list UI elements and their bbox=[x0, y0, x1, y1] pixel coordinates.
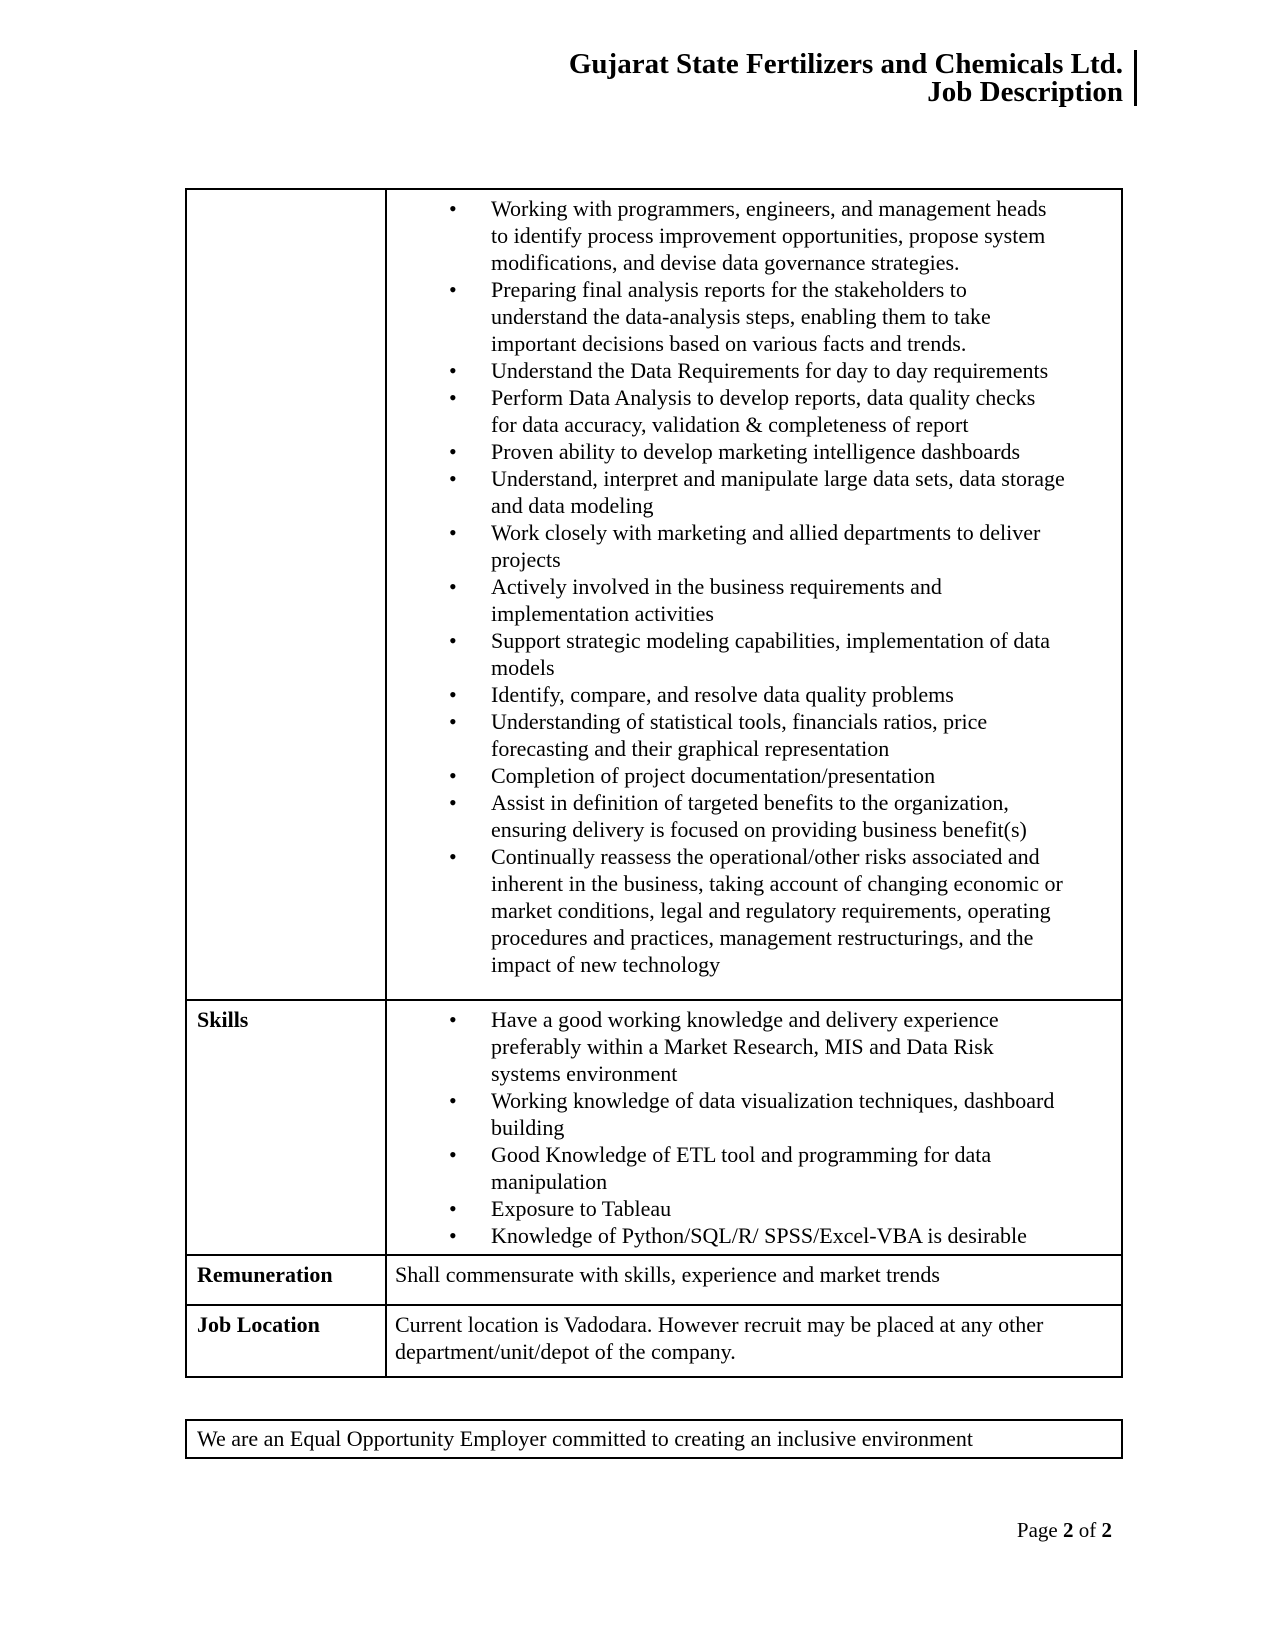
bullet-item: • Preparing final analysis reports for the stakeholders to understand the data-analysis steps, enabling them to take important decisions based on various facts and trends. bbox=[395, 276, 1066, 357]
row-content bbox=[386, 1000, 1122, 1255]
row-label: Skills bbox=[186, 1000, 386, 1255]
bullet-item: • Proven ability to develop marketing intelligence dashboards bbox=[395, 438, 1066, 465]
notice-text: We are an Equal Opportunity Employer committed to creating an inclusive environment bbox=[197, 1426, 973, 1451]
bullet-item: • Understand the Data Requirements for day to day requirements bbox=[395, 357, 1066, 384]
bullet-item: • Actively involved in the business requirements and implementation activities bbox=[395, 573, 1066, 627]
bullet-item: • Good Knowledge of ETL tool and programming for data manipulation bbox=[395, 1141, 1066, 1195]
row-label: Remuneration bbox=[186, 1255, 386, 1305]
bullet-item: • Identify, compare, and resolve data quality problems bbox=[395, 681, 1066, 708]
bullet-item: • Work closely with marketing and allied departments to deliver projects bbox=[395, 519, 1066, 573]
header-text-block bbox=[569, 50, 1123, 106]
bullet-item: • Have a good working knowledge and delivery experience preferably within a Market Research, MIS and Data Risk systems environment bbox=[395, 1006, 1066, 1087]
bullet-item: • Understanding of statistical tools, financials ratios, price forecasting and their graphical representation bbox=[395, 708, 1066, 762]
bullet-list bbox=[395, 1006, 1066, 1249]
page-footer bbox=[0, 1518, 1112, 1543]
page-number: 2 bbox=[1063, 1518, 1074, 1542]
row-label bbox=[186, 189, 386, 1000]
bullet-item: • Continually reassess the operational/other risks associated and inherent in the business, taking account of changing economic or market conditions, legal and regulatory requirements, operating procedures and practices, management restructurings, and the impact of new technology bbox=[395, 843, 1066, 978]
bullet-item: • Knowledge of Python/SQL/R/ SPSS/Excel-VBA is desirable bbox=[395, 1222, 1066, 1249]
job-description-table bbox=[185, 188, 1123, 1378]
total-pages: 2 bbox=[1101, 1518, 1112, 1542]
row-content: Shall commensurate with skills, experience and market trends bbox=[386, 1255, 1122, 1305]
bullet-list bbox=[395, 195, 1066, 978]
bullet-item: • Completion of project documentation/presentation bbox=[395, 762, 1066, 789]
bullet-item: • Perform Data Analysis to develop reports, data quality checks for data accuracy, validation & completeness of report bbox=[395, 384, 1066, 438]
bullet-item: • Support strategic modeling capabilities, implementation of data models bbox=[395, 627, 1066, 681]
bullet-item: • Exposure to Tableau bbox=[395, 1195, 1066, 1222]
row-label: Job Location bbox=[186, 1305, 386, 1377]
bullet-item: • Working knowledge of data visualization techniques, dashboard building bbox=[395, 1087, 1066, 1141]
table-row bbox=[186, 189, 1122, 1000]
bullet-item: • Understand, interpret and manipulate large data sets, data storage and data modeling bbox=[395, 465, 1066, 519]
table-row bbox=[186, 1000, 1122, 1255]
header-vertical-rule bbox=[1134, 50, 1137, 106]
table-row bbox=[186, 1255, 1122, 1305]
row-content bbox=[386, 189, 1122, 1000]
document-header bbox=[0, 50, 1137, 106]
bullet-item: • Assist in definition of targeted benefits to the organization, ensuring delivery is focused on providing business benefit(s) bbox=[395, 789, 1066, 843]
equal-opportunity-notice bbox=[185, 1419, 1123, 1459]
row-content: Current location is Vadodara. However recruit may be placed at any other department/unit/depot of the company. bbox=[386, 1305, 1122, 1377]
page-label: Page bbox=[1016, 1518, 1058, 1542]
job-table-body bbox=[186, 189, 1122, 1377]
bullet-item: • Working with programmers, engineers, and management heads to identify process improvement opportunities, propose system modifications, and devise data governance strategies. bbox=[395, 195, 1066, 276]
of-label: of bbox=[1078, 1518, 1097, 1542]
table-row bbox=[186, 1305, 1122, 1377]
doc-title: Job Description bbox=[927, 76, 1123, 108]
company-name: Gujarat State Fertilizers and Chemicals Ltd. bbox=[568, 48, 1123, 80]
